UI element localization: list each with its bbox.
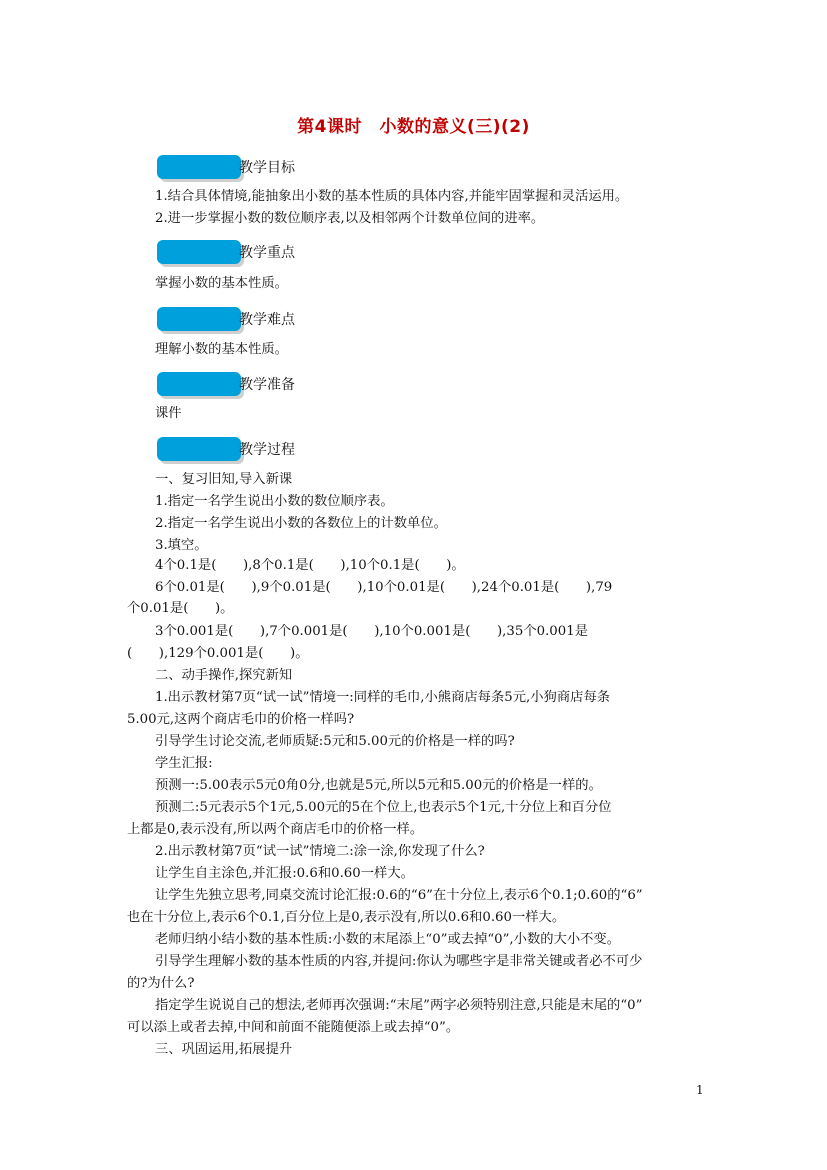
section-label-prep: 教学准备 — [239, 377, 295, 393]
process-line: 学生汇报: — [155, 756, 213, 771]
section-badge — [157, 240, 241, 264]
process-line: ( ),129个0.001是( )。 — [127, 646, 309, 661]
section-label-goal: 教学目标 — [239, 160, 295, 176]
section-goal — [157, 152, 297, 182]
section-badge — [157, 437, 241, 461]
process-line: 老师归纳小结小数的基本性质:小数的末尾添上“0”或去掉“0”,小数的大小不变。 — [155, 932, 621, 947]
process-line: 6个0.01是( ),9个0.01是( ),10个0.01是( ),24个0.01是( ),79 — [155, 580, 613, 595]
process-line: 1.指定一名学生说出小数的数位顺序表。 — [155, 494, 394, 509]
difficulty-text: 理解小数的基本性质。 — [155, 342, 288, 357]
page-title: 第4课时 小数的意义(三)(2) — [297, 117, 530, 137]
process-line: 预测二:5元表示5个1元,5.00元的5在个位上,也表示5个1元,十分位上和百分位 — [155, 800, 612, 815]
goal-line-1: 1.结合具体情境,能抽象出小数的基本性质的具体内容,并能牢固掌握和灵活运用。 — [155, 189, 629, 204]
section-label-difficulty: 教学难点 — [239, 312, 295, 328]
section-badge — [157, 155, 241, 179]
process-line: 引导学生理解小数的基本性质的内容,并提问:你认为哪些字是非常关键或者必不可少 — [155, 954, 643, 969]
process-line: 2.指定一名学生说出小数的各数位上的计数单位。 — [155, 516, 447, 531]
section-process — [157, 434, 297, 464]
key-text: 掌握小数的基本性质。 — [155, 276, 288, 291]
process-line: 个0.01是( )。 — [127, 601, 234, 616]
process-line: 引导学生讨论交流,老师质疑:5元和5.00元的价格是一样的吗? — [155, 734, 515, 749]
process-line: 一、复习旧知,导入新课 — [155, 472, 293, 487]
prep-text: 课件 — [155, 406, 182, 421]
process-line: 3.填空。 — [155, 538, 208, 553]
process-line: 5.00元,这两个商店毛巾的价格一样吗? — [127, 712, 355, 727]
process-line: 也在十分位上,表示6个0.1,百分位上是0,表示没有,所以0.6和0.60一样大。 — [127, 910, 566, 925]
process-line: 2.出示教材第7页“试一试”情境二:涂一涂,你发现了什么? — [155, 844, 485, 859]
page-number: 1 — [696, 1083, 704, 1097]
section-label-key: 教学重点 — [239, 245, 295, 261]
goal-line-2: 2.进一步掌握小数的数位顺序表,以及相邻两个计数单位间的进率。 — [155, 211, 545, 226]
process-line: 让学生自主涂色,并汇报:0.6和0.60一样大。 — [155, 866, 414, 881]
process-line: 1.出示教材第7页“试一试”情境一:同样的毛巾,小熊商店每条5元,小狗商店每条 — [155, 690, 611, 705]
process-line: 让学生先独立思考,同桌交流讨论汇报:0.6的“6”在十分位上,表示6个0.1;0.60的“6” — [155, 888, 643, 903]
section-difficulty — [157, 304, 297, 334]
process-line: 3个0.001是( ),7个0.001是( ),10个0.001是( ),35个0.001是 — [155, 624, 588, 639]
process-line: 预测一:5.00表示5元0角0分,也就是5元,所以5元和5.00元的价格是一样的。 — [155, 778, 602, 793]
section-badge — [157, 307, 241, 331]
process-line: 上都是0,表示没有,所以两个商店毛巾的价格一样。 — [127, 822, 424, 837]
process-line: 三、巩固运用,拓展提升 — [155, 1042, 293, 1057]
section-label-process: 教学过程 — [239, 442, 295, 458]
section-badge — [157, 372, 241, 396]
process-line: 的?为什么? — [127, 976, 195, 991]
process-line: 二、动手操作,探究新知 — [155, 668, 293, 683]
process-line: 指定学生说说自己的想法,老师再次强调:“末尾”两字必须特别注意,只能是末尾的“0” — [155, 998, 643, 1013]
process-line: 可以添上或者去掉,中间和前面不能随便添上或去掉“0”。 — [127, 1020, 460, 1035]
section-prep — [157, 369, 297, 399]
section-key — [157, 237, 297, 267]
process-line: 4个0.1是( ),8个0.1是( ),10个0.1是( )。 — [155, 558, 465, 573]
